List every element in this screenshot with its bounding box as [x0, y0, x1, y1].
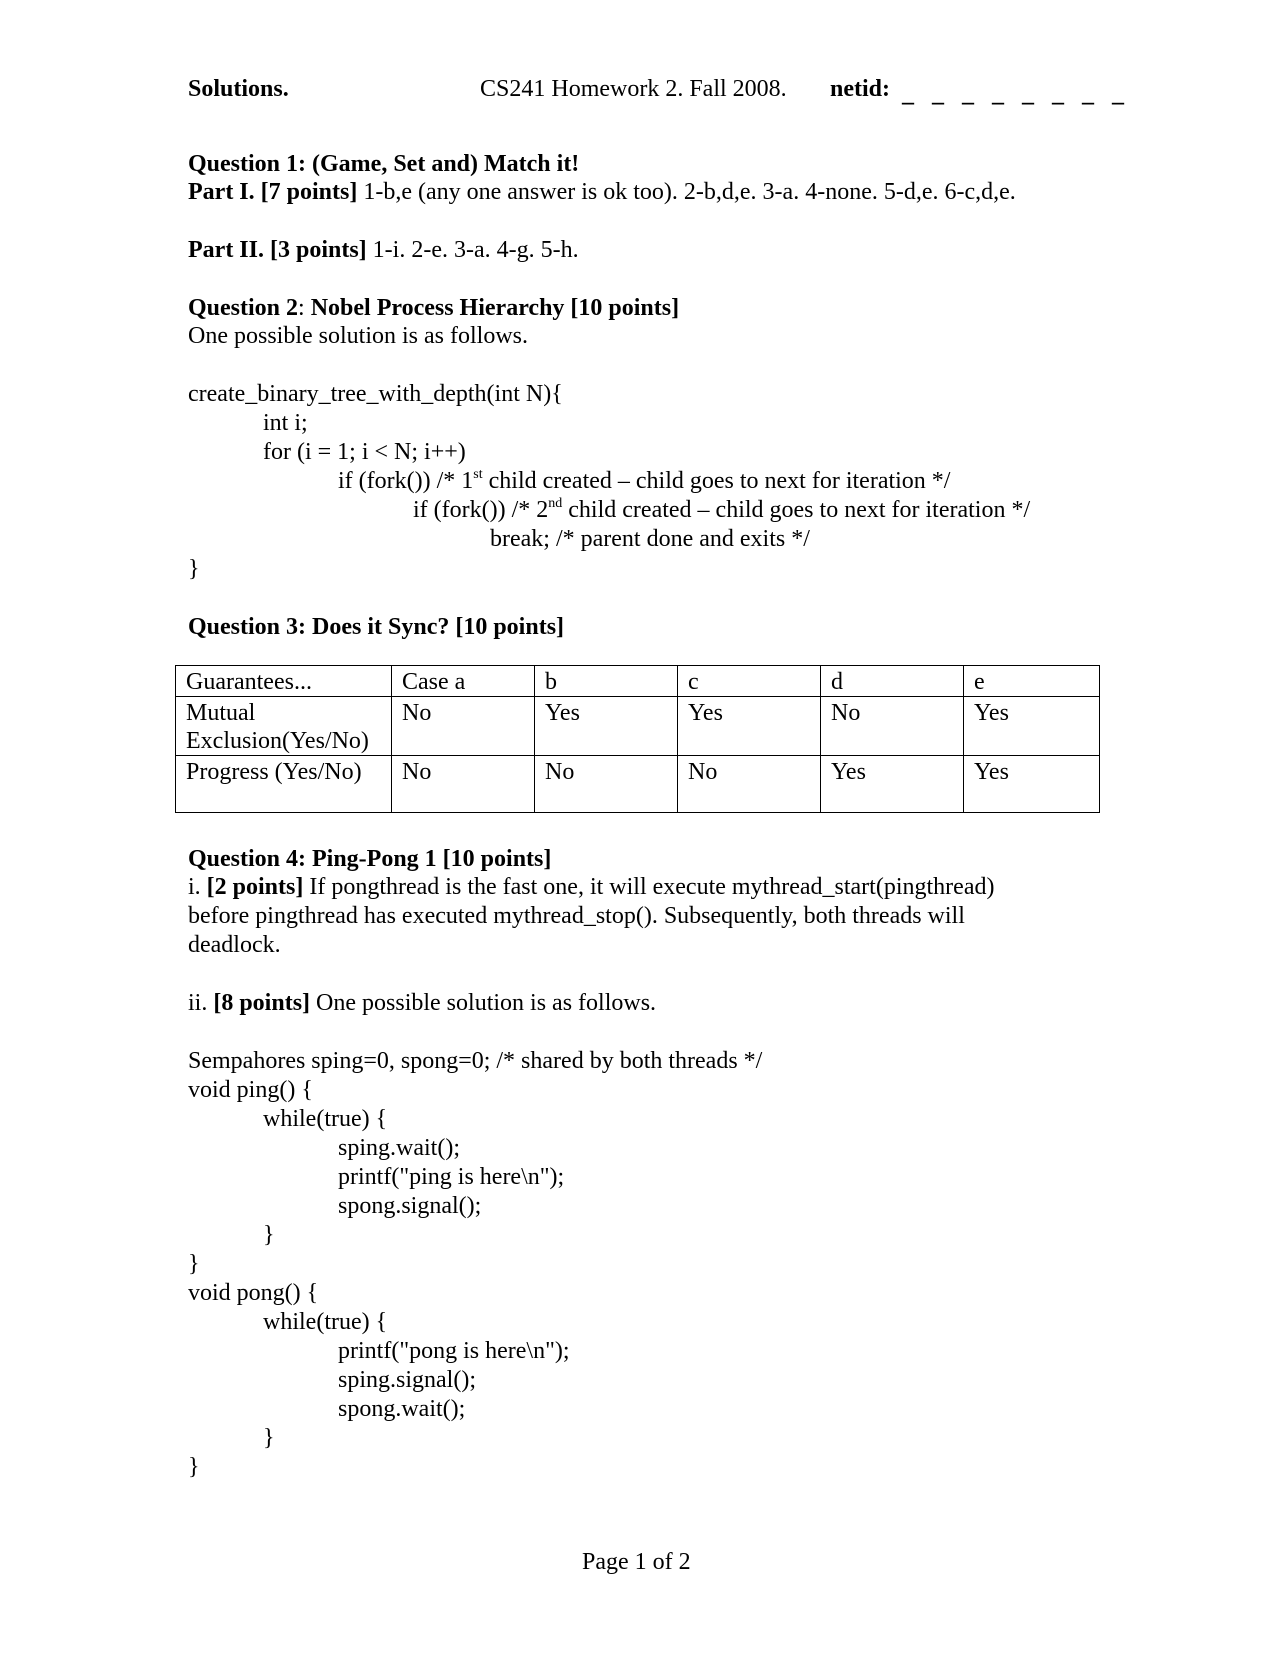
table-cell: No — [392, 697, 535, 756]
q2-title-colon: : — [298, 295, 311, 321]
q2-code-line: create_binary_tree_with_depth(int N){ — [188, 381, 563, 407]
q1-title — [188, 150, 579, 178]
q2-code-line: for (i = 1; i < N; i++) — [263, 439, 466, 465]
netid-blank: _ _ _ _ _ _ _ _ — [902, 81, 1130, 107]
q2-title — [188, 294, 679, 322]
q2-code-line: int i; — [263, 410, 308, 436]
q4-code-line: spong.signal(); — [338, 1193, 482, 1219]
q2-intro: One possible solution is as follows. — [188, 323, 528, 349]
q4-code-line: sping.signal(); — [338, 1367, 476, 1393]
q2-code-line — [338, 467, 950, 495]
q4-ii-label: [8 points] — [213, 990, 311, 1016]
table-cell: Yes — [964, 756, 1100, 813]
q1-part1-text: 1-b,e (any one answer is ok too). 2-b,d,e. 3-a. 4-none. 5-d,e. 6-c,d,e. — [357, 179, 1016, 205]
q4-code-line: } — [188, 1251, 200, 1277]
q4-code-line: void ping() { — [188, 1077, 313, 1103]
q1-part1 — [188, 178, 1016, 206]
table-row — [176, 697, 1100, 756]
table-cell: Yes — [535, 697, 678, 756]
table-cell: Yes — [678, 697, 821, 756]
q3-title: Question 3: Does it Sync? [10 points] — [188, 614, 565, 640]
q4-code-line: } — [188, 1454, 200, 1480]
q2-code-text: if (fork()) /* 1 — [338, 468, 474, 494]
table-header-row — [176, 666, 1100, 697]
netid-label: netid: — [830, 76, 890, 102]
q4-i-line: before pingthread has executed mythread_stop(). Subsequently, both threads will — [188, 903, 965, 929]
table-cell: e — [964, 666, 1100, 697]
q2-title-label: Question 2 — [188, 295, 299, 321]
header-left: Solutions. — [188, 76, 289, 102]
q1-part2-text: 1-i. 2-e. 3-a. 4-g. 5-h. — [366, 237, 579, 263]
q4-code-line: sping.wait(); — [338, 1135, 460, 1161]
q4-code-line: void pong() { — [188, 1280, 319, 1306]
q1-part1-label: Part I. [7 points] — [188, 179, 358, 205]
table-cell: b — [535, 666, 678, 697]
q1-part2 — [188, 236, 579, 264]
table-row — [176, 756, 1100, 813]
table-cell: Case a — [392, 666, 535, 697]
q4-code-line: spong.wait(); — [338, 1396, 466, 1422]
q2-title-text: Nobel Process Hierarchy [10 points] — [310, 295, 680, 321]
q2-code-text: if (fork()) /* 2 — [413, 497, 549, 523]
q1-part2-label: Part II. [3 points] — [188, 237, 367, 263]
table-cell: Progress (Yes/No) — [176, 756, 392, 813]
header-center: CS241 Homework 2. Fall 2008. — [480, 76, 787, 102]
q4-code-line: Sempahores sping=0, spong=0; /* shared by both threads */ — [188, 1048, 763, 1074]
q2-code-line — [413, 496, 1030, 524]
page-number: Page 1 of 2 — [582, 1549, 691, 1575]
table-cell: No — [678, 756, 821, 813]
q4-i-label: [2 points] — [206, 874, 304, 900]
q2-code-sup: st — [473, 467, 483, 482]
table-cell: Yes — [821, 756, 964, 813]
table-cell: No — [535, 756, 678, 813]
q4-code-line: } — [263, 1425, 275, 1451]
q4-i-prefix: i. — [188, 874, 207, 900]
q4-code-line: printf("pong is here\n"); — [338, 1338, 570, 1364]
table-cell-line: Exclusion(Yes/No) — [186, 728, 369, 754]
q2-code-text: child created – child goes to next for iteration */ — [482, 468, 951, 494]
q2-code-line: break; /* parent done and exits */ — [490, 526, 810, 552]
table-cell-line: Mutual — [186, 700, 256, 726]
table-cell: Yes — [964, 697, 1100, 756]
q1-title-text: (Game, Set and) Match it! — [312, 151, 580, 177]
q4-code-line: while(true) { — [263, 1309, 388, 1335]
q4-ii-prefix: ii. — [188, 990, 214, 1016]
q4-i-text: If pongthread is the fast one, it will execute mythread_start(pingthread) — [303, 874, 995, 900]
q2-code-sup: nd — [548, 496, 563, 511]
table-cell: No — [821, 697, 964, 756]
table-cell — [176, 697, 392, 756]
q4-i-line — [188, 873, 994, 901]
table-cell: c — [678, 666, 821, 697]
table-cell: d — [821, 666, 964, 697]
table-cell: No — [392, 756, 535, 813]
q4-code-line: } — [263, 1222, 275, 1248]
table-cell: Guarantees... — [176, 666, 392, 697]
q2-code-text: child created – child goes to next for iteration */ — [562, 497, 1031, 523]
q4-title: Question 4: Ping-Pong 1 [10 points] — [188, 846, 552, 872]
q4-code-line: printf("ping is here\n"); — [338, 1164, 565, 1190]
q4-ii-line — [188, 989, 656, 1017]
q1-title-label: Question 1: — [188, 151, 313, 177]
q3-table — [175, 665, 1100, 813]
q4-code-line: while(true) { — [263, 1106, 388, 1132]
q2-code-line: } — [188, 556, 200, 582]
q4-ii-text: One possible solution is as follows. — [310, 990, 657, 1016]
q4-i-line: deadlock. — [188, 932, 281, 958]
